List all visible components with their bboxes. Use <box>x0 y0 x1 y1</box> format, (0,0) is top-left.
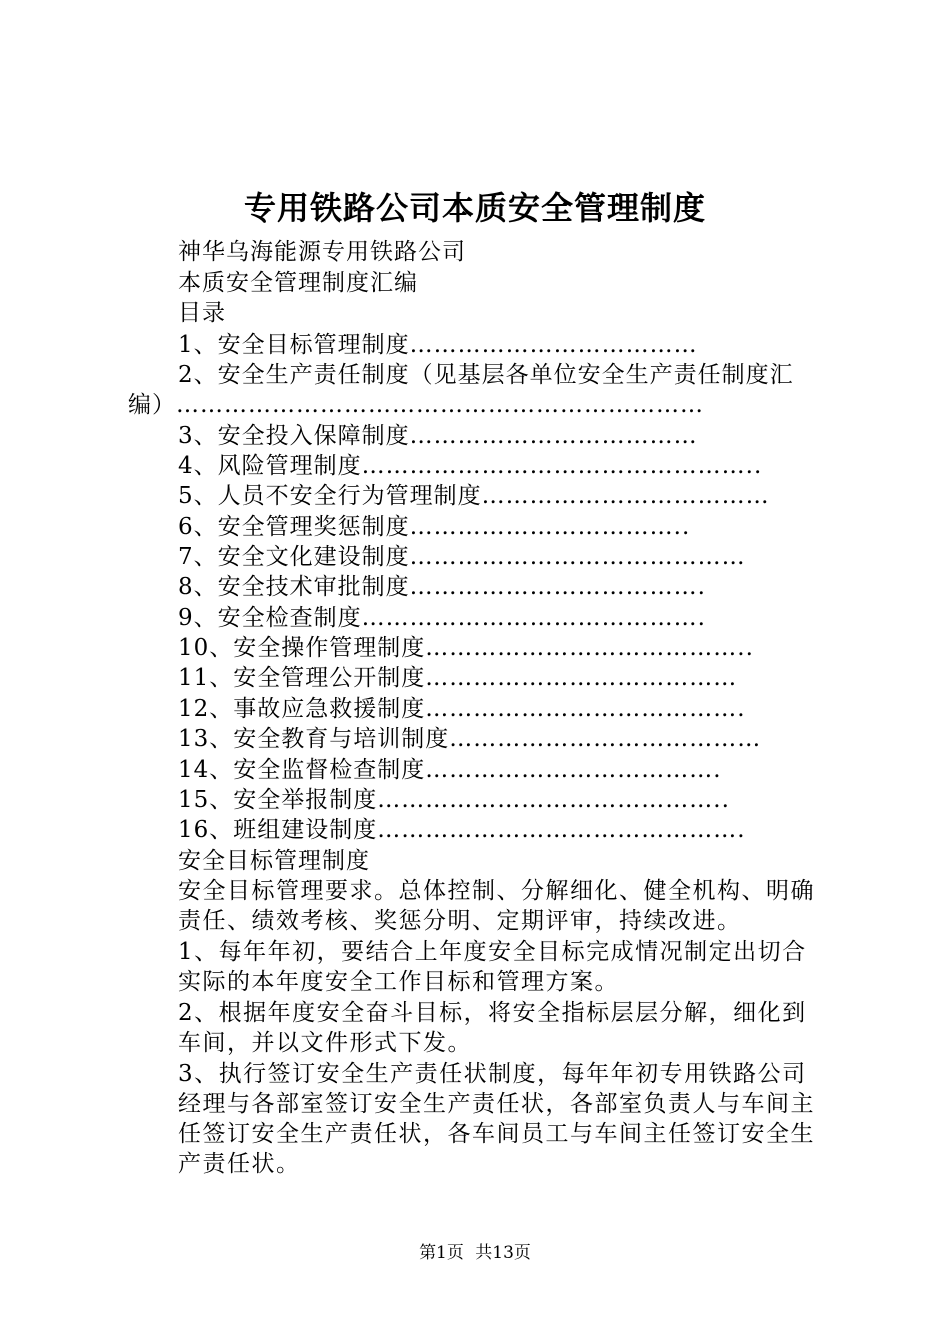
toc-item: 1、安全目标管理制度……………………………… <box>178 332 698 358</box>
toc-item: 12、事故应急救援制度…………………………………. <box>178 696 746 722</box>
toc-item: 15、安全举报制度…………………………………….. <box>178 787 730 813</box>
toc-item: 16、班组建设制度………………………………………. <box>178 817 746 843</box>
page-number: 第1页 <box>419 1243 464 1263</box>
paragraph-text: 2、根据年度安全奋斗目标，将安全指标层层分解，细化到车间，并以文件形式下发。 <box>178 1000 807 1056</box>
toc-item-continuation: 编）………………………………………………………… <box>128 392 704 418</box>
toc-item: 9、安全检查制度……………………………………. <box>178 605 706 631</box>
body-paragraph <box>128 1059 830 1179</box>
toc-item: 8、安全技术审批制度………………………………. <box>178 574 706 600</box>
toc-heading: 目录 <box>178 300 226 326</box>
toc-item: 10、安全操作管理制度………………………………….. <box>178 635 754 661</box>
paragraph-text: 安全目标管理要求。总体控制、分解细化、健全机构、明确责任、绩效考核、奖惩分明、定期评审，持续改进。 <box>178 878 815 934</box>
company-name: 神华乌海能源专用铁路公司 <box>178 239 466 265</box>
document-title: 专用铁路公司本质安全管理制度 <box>243 189 706 227</box>
toc-item: 6、安全管理奖惩制度…………………………….. <box>178 514 691 540</box>
body-paragraph <box>128 876 830 936</box>
body-paragraph <box>128 998 830 1058</box>
toc-item: 5、人员不安全行为管理制度……………………………… <box>178 483 770 509</box>
toc-item: 2、安全生产责任制度（见基层各单位安全生产责任制度汇 <box>178 362 794 388</box>
toc-item: 7、安全文化建设制度…………………………………… <box>178 544 746 570</box>
body-paragraph <box>128 937 830 997</box>
toc-item: 13、安全教育与培训制度………………………………… <box>178 726 762 752</box>
toc-item: 14、安全监督检查制度………………………………. <box>178 757 722 783</box>
toc-item: 11、安全管理公开制度………………………………… <box>178 665 738 691</box>
paragraph-text: 3、执行签订安全生产责任状制度，每年年初专用铁路公司经理与各部室签订安全生产责任状，各部室负责人与车间主任签订安全生产责任状，各车间员工与车间主任签订安全生产责任状。 <box>178 1061 815 1177</box>
section-heading: 安全目标管理制度 <box>178 848 370 874</box>
toc-item: 4、风险管理制度………………………………………….. <box>178 453 763 479</box>
page-footer <box>0 1242 950 1264</box>
toc-item: 3、安全投入保障制度……………………………… <box>178 423 698 449</box>
compilation-title: 本质安全管理制度汇编 <box>178 270 418 296</box>
paragraph-text: 1、每年年初，要结合上年度安全目标完成情况制定出切合实际的本年度安全工作目标和管理方案。 <box>178 939 807 995</box>
page-total: 共13页 <box>475 1243 531 1263</box>
